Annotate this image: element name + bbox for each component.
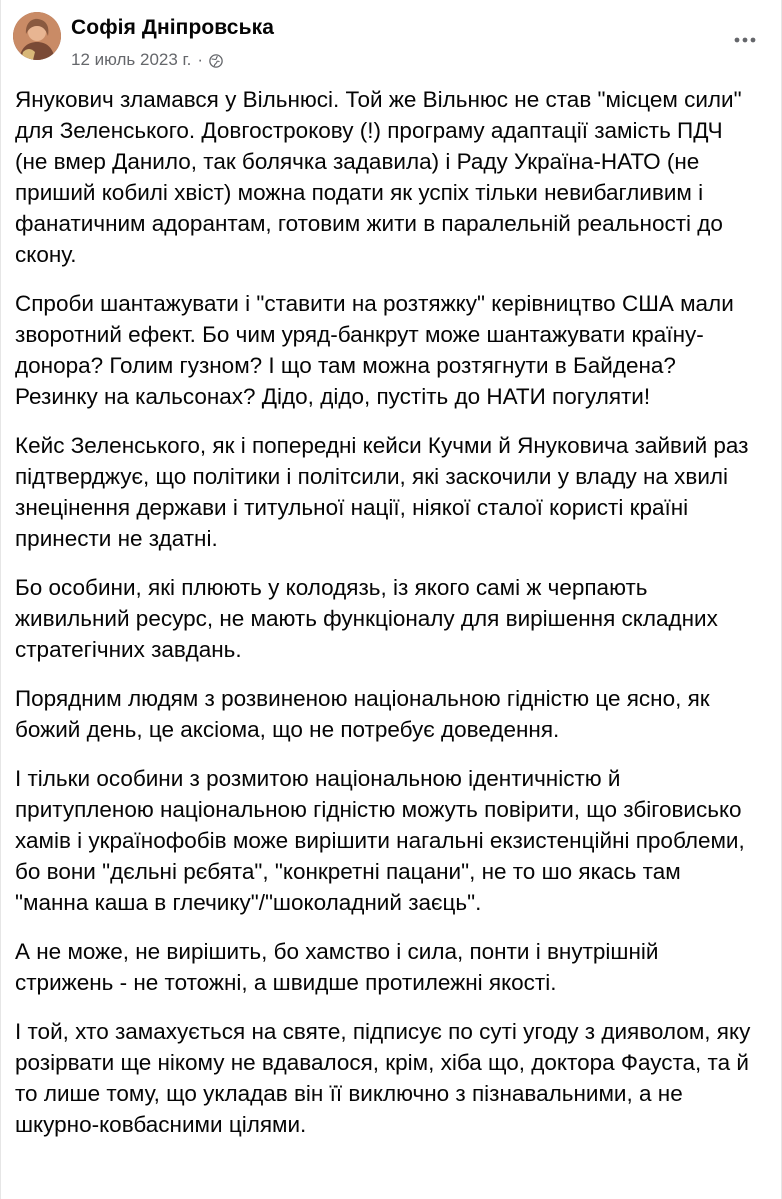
- post-header: [13, 10, 773, 74]
- more-dots-icon: [733, 36, 757, 44]
- post-paragraph: І той, хто замахується на святе, підписує по суті угоду з дияволом, яку розірвати ще нікому не вдавалося, крім, хіба що, доктора Фауста, та й то лише тому, що укладав він її виключно з пізнавальними, а не шкурно-ковбасними цілями.: [15, 1019, 751, 1137]
- post-meta: [71, 50, 223, 70]
- post-paragraph: Порядним людям з розвиненою національною гідністю це ясно, як божий день, це аксіома, що не потребує доведення.: [15, 686, 710, 742]
- avatar[interactable]: [13, 12, 61, 60]
- globe-icon[interactable]: [209, 53, 223, 67]
- post-paragraph: Янукович зламався у Вільнюсі. Той же Вільнюс не став "місцем сили" для Зеленського. Довгострокову (!) програму адаптації замість ПДЧ (не вмер Данило, так болячка задавила) і Раду Україна-НАТО (не приший кобилі хвіст) можна подати як успіх тільки невибагливим і фанатичним адорантам, готовим жити в паралельній реальності до скону.: [15, 87, 742, 267]
- post-paragraph: І тільки особини з розмитою національною ідентичністю й притупленою національною гідністю можуть повірити, що збіговисько хамів і українофобів може вирішити нагальні екзистенційні проблеми, бо вони "дєльні рєбята", "конкретні пацани", не то шо якась там "манна каша в глечику"/"шоколадний заєць".: [15, 766, 745, 915]
- post-date[interactable]: 12 июль 2023 г.: [71, 50, 192, 69]
- post-paragraph: Кейс Зеленського, як і попередні кейси Кучми й Януковича зайвий раз підтверджує, що політики і політсили, які заскочили у владу на хвилі знецінення держави і титульної нації, ніякої сталої користі країні принести не здатні.: [15, 433, 749, 551]
- post-paragraph: Бо особини, які плюють у колодязь, із якого самі ж черпають живильний ресурс, не мають функціоналу для вирішення складних стратегічних завдань.: [15, 575, 718, 662]
- post-paragraph: Спроби шантажувати і "ставити на розтяжку" керівництво США мали зворотний ефект. Бо чим уряд-банкрут може шантажувати країну-донора? Голим гузном? І що там можна розтягнути в Байдена? Резинку на кальсонах? Дідо, дідо, пустіть до НАТИ погуляти!: [15, 291, 734, 409]
- more-options-button[interactable]: [727, 26, 763, 54]
- meta-separator: ·: [197, 50, 204, 69]
- author-name[interactable]: Софія Дніпровська: [71, 16, 274, 39]
- avatar-photo-icon: [13, 12, 61, 60]
- post-paragraph: А не може, не вирішить, бо хамство і сила, понти і внутрішній стрижень - не тотожні, а швидше протилежні якості.: [15, 939, 659, 995]
- post-text: [15, 84, 760, 1158]
